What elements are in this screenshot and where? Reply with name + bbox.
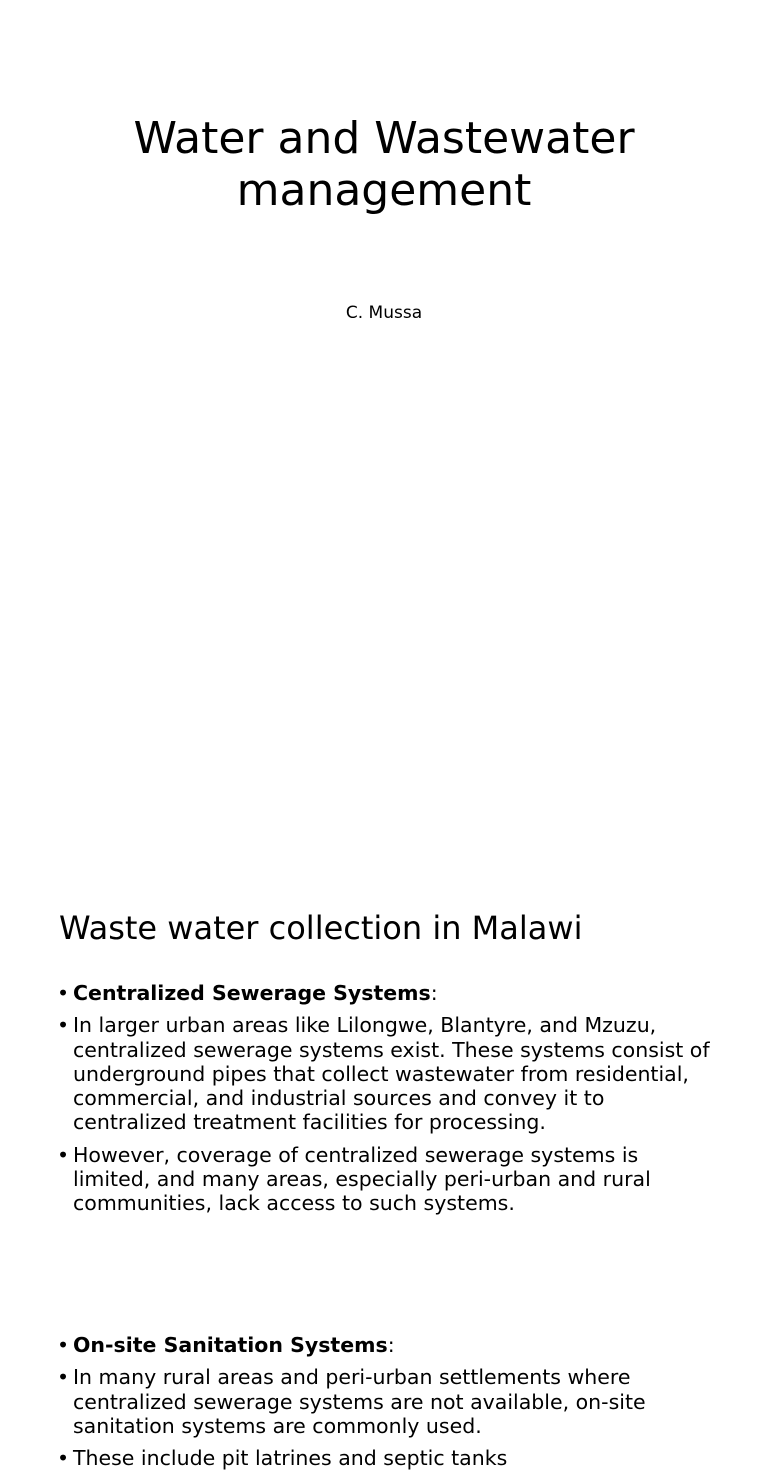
list-item — [57, 1013, 717, 1134]
bullet-marker: • — [57, 981, 70, 1005]
content-slide — [0, 432, 768, 1471]
list-item — [57, 1446, 717, 1470]
bullet-marker: • — [57, 1446, 70, 1471]
bullet-heading: On-site Sanitation Systems — [73, 1333, 388, 1357]
list-item — [57, 1143, 717, 1216]
slide-title: Waste water collection in Malawi — [59, 909, 583, 947]
heading-suffix: : — [387, 1333, 395, 1357]
bullet-text: However, coverage of centralized sewerage systems is limited, and many areas, especially peri-urban and rural communities, lack access to such systems. — [73, 1142, 651, 1216]
bullet-text: These include pit latrines and septic tanks — [73, 1446, 508, 1471]
presentation-title — [0, 113, 768, 217]
onsite-bullet-list — [57, 1333, 717, 1478]
bullet-text: In larger urban areas like Lilongwe, Blantyre, and Mzuzu, centralized sewerage systems exist. These systems consist of underground pipes that collect wastewater from residential, commercial, and industrial sources and convey it to centralized treatment facilities for processing. — [73, 1013, 710, 1135]
list-item — [57, 981, 717, 1005]
list-item — [57, 1333, 717, 1357]
bullet-text: In many rural areas and peri-urban settlements where centralized sewerage systems are not available, on-site sanitation systems are commonly used. — [73, 1365, 646, 1438]
bullet-heading: Centralized Sewerage Systems — [73, 981, 431, 1005]
heading-suffix: : — [430, 981, 438, 1005]
author-name: C. Mussa — [345, 303, 423, 323]
centralized-bullet-list — [57, 981, 717, 1224]
bullet-marker: • — [57, 1333, 70, 1357]
bullet-marker: • — [57, 1013, 70, 1038]
bullet-marker: • — [57, 1365, 70, 1390]
title-slide — [0, 0, 768, 432]
title-line-2: management — [236, 165, 532, 216]
title-line-1: Water and Wastewater — [133, 113, 635, 164]
list-item — [57, 1365, 717, 1438]
bullet-marker: • — [57, 1142, 70, 1167]
